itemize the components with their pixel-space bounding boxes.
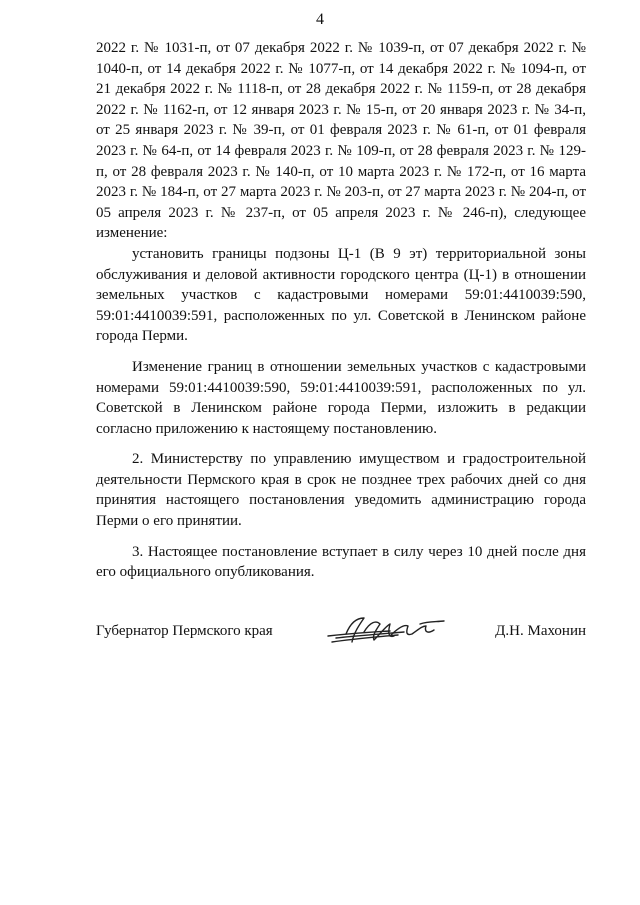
paragraph-effective-date: 3. Настоящее постановление вступает в силу через 10 дней после дня его официального опубликования. bbox=[96, 543, 586, 581]
signatory-name: Д.Н. Махонин bbox=[495, 623, 586, 639]
paragraph-subzone-boundaries: установить границы подзоны Ц-1 (В 9 эт) территориальной зоны обслуживания и деловой активности городского центра (Ц-1) в отношении земельных участков с кадастровыми номерами 59:01:4410039:590, 59:01:4410039:591, расположенных по ул. Советской в Ленинском районе города Перми. bbox=[96, 245, 586, 345]
paragraph-ministry-notice: 2. Министерству по управлению имуществом и градостроительной деятельности Пермского края в срок не позднее трех рабочих дней со дня принятия настоящего постановления уведомить администрацию города Перми о его принятии. bbox=[96, 451, 586, 530]
page-number: 4 bbox=[316, 11, 324, 28]
signatory-position: Губернатор Пермского края bbox=[96, 623, 273, 639]
document-body bbox=[96, 38, 586, 583]
signature-block bbox=[96, 612, 586, 652]
handwritten-signature bbox=[324, 612, 448, 652]
paragraph-boundary-change: Изменение границ в отношении земельных участков с кадастровыми номерами 59:01:4410039:590, 59:01:4410039:591, расположенных по ул. Советской в Ленинском районе города Перми, изложить в редакции согласно приложению к настоящему постановлению. bbox=[96, 358, 586, 437]
paragraph-amendment-list: 2022 г. № 1031-п, от 07 декабря 2022 г. № 1039-п, от 07 декабря 2022 г. № 1040-п, от 14 декабря 2022 г. № 1077-п, от 14 декабря 2022 г. № 1094-п, от 21 декабря 2022 г. № 1118-п, от 28 декабря 2022 г. № 1159-п, от 28 декабря 2022 г. № 1162-п, от 12 января 2023 г. № 15-п, от 20 января 2023 г. № 34-п, от 25 января 2023 г. № 39-п, от 01 февраля 2023 г. № 61-п, от 01 февраля 2023 г. № 64-п, от 14 февраля 2023 г. № 109-п, от 28 февраля 2023 г. № 129-п, от 28 февраля 2023 г. № 140-п, от 10 марта 2023 г. № 172-п, от 16 марта 2023 г. № 184-п, от 27 марта 2023 г. № 203-п, от 27 марта 2023 г. № 204-п, от 05 апреля 2023 г. № 237-п, от 05 апреля 2023 г. № 246-п), следующее изменение: bbox=[96, 40, 586, 242]
